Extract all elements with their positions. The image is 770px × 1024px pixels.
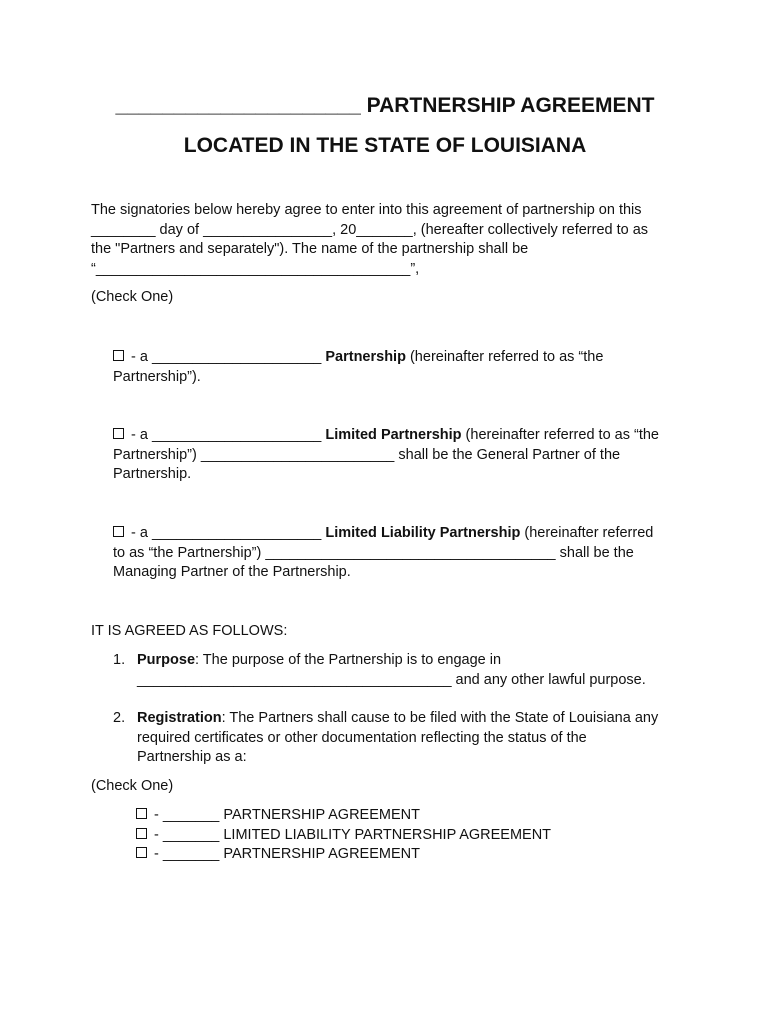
option-limited-partnership <box>113 426 659 485</box>
registration-options <box>136 806 551 865</box>
item-registration-number: 2. <box>113 710 126 726</box>
title-text: PARTNERSHIP AGREEMENT <box>366 94 655 117</box>
registration-option-3-text[interactable]: - _______ PARTNERSHIP AGREEMENT <box>150 846 420 863</box>
item-registration-line-2: required certificates or other documentation reflecting the status of the <box>137 729 587 746</box>
item-registration-heading: Registration <box>137 710 222 726</box>
item-purpose <box>113 651 646 690</box>
intro-line-3: the "Partners and separately"). The name of the partnership shall be <box>91 241 529 258</box>
registration-option-3 <box>136 845 551 865</box>
option-llp-prefix[interactable]: - a _____________________ <box>127 525 326 541</box>
item-purpose-number: 1. <box>113 652 126 668</box>
intro-line-4[interactable]: “_______________________________________”, <box>91 260 420 277</box>
option-lp-line-2[interactable]: Partnership”) ________________________ shall be the General Partner of the <box>113 446 621 463</box>
registration-option-2 <box>136 826 551 846</box>
item-purpose-heading: Purpose <box>137 652 196 668</box>
option-partnership <box>113 348 603 387</box>
checkbox-llp[interactable] <box>113 526 124 537</box>
option-partnership-prefix[interactable]: - a _____________________ <box>127 349 326 365</box>
option-llp-line-3: Managing Partner of the Partnership. <box>113 564 351 581</box>
checkbox-partnership[interactable] <box>113 350 124 361</box>
option-lp-line-3: Partnership. <box>113 466 192 483</box>
item-purpose-line-2[interactable]: _______________________________________ and any other lawful purpose. <box>137 671 646 688</box>
option-llp-rest: (hereinafter referred <box>520 525 654 541</box>
agreed-heading: IT IS AGREED AS FOLLOWS: <box>91 623 288 639</box>
option-lp-prefix[interactable]: - a _____________________ <box>127 427 326 443</box>
checkbox-reg-partnership[interactable] <box>136 808 147 819</box>
checkbox-reg-llp[interactable] <box>136 828 147 839</box>
option-partnership-line-2: Partnership”). <box>113 368 201 385</box>
check-one-label: (Check One) <box>91 289 174 305</box>
item-registration-text: : The Partners shall cause to be filed with the State of Louisiana any <box>221 710 659 726</box>
document-subtitle: LOCATED IN THE STATE OF LOUISIANA <box>183 134 587 157</box>
intro-line-2[interactable]: ________ day of ________________, 20_______, (hereafter collectively referred to as <box>91 221 649 238</box>
item-registration <box>113 709 658 768</box>
check-one-label-2: (Check One) <box>91 778 174 794</box>
registration-option-2-text[interactable]: - _______ LIMITED LIABILITY PARTNERSHIP AGREEMENT <box>150 826 552 843</box>
item-registration-line-3: Partnership as a: <box>137 749 247 766</box>
option-llp-line-2[interactable]: to as “the Partnership”) ____________________________________ shall be the <box>113 544 634 561</box>
registration-option-1 <box>136 806 551 826</box>
checkbox-limited-partnership[interactable] <box>113 428 124 439</box>
option-lp-rest: (hereinafter referred to as “the <box>461 427 659 443</box>
registration-option-1-text[interactable]: - _______ PARTNERSHIP AGREEMENT <box>150 807 420 823</box>
document-title <box>0 94 770 118</box>
checkbox-reg-partnership-2[interactable] <box>136 847 147 858</box>
title-blank[interactable]: _____________________ <box>115 94 361 117</box>
intro-paragraph <box>91 201 648 279</box>
item-purpose-text: : The purpose of the Partnership is to engage in <box>195 652 502 668</box>
option-limited-liability-partnership <box>113 524 653 583</box>
intro-line-1: The signatories below hereby agree to enter into this agreement of partnership on this <box>91 202 642 218</box>
option-llp-type: Limited Liability Partnership <box>325 525 521 541</box>
option-partnership-type: Partnership <box>325 349 406 365</box>
option-lp-type: Limited Partnership <box>325 427 462 443</box>
option-partnership-rest: (hereinafter referred to as “the <box>405 349 604 365</box>
